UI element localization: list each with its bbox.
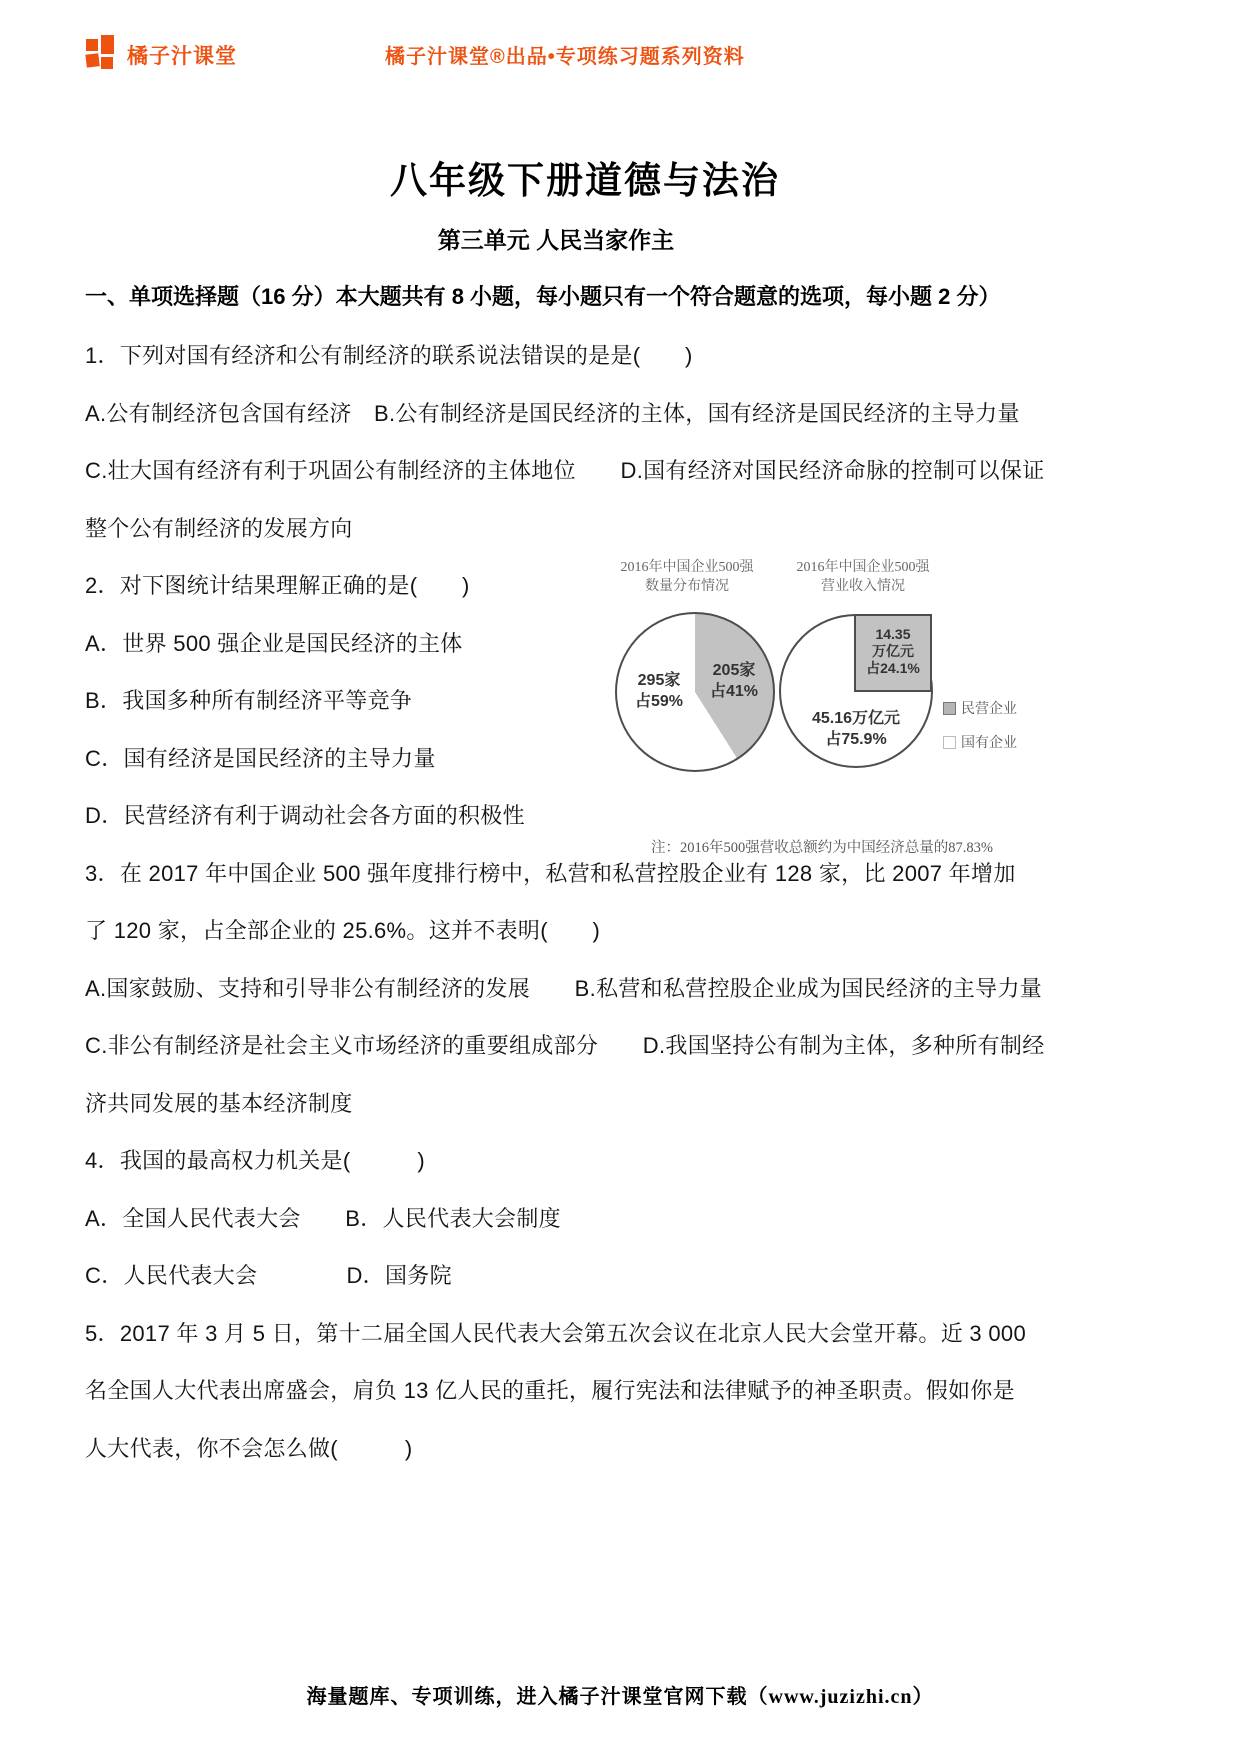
question-1-option-d-cont: 整个公有制经济的发展方向 xyxy=(85,515,353,541)
pie-chart-revenue xyxy=(779,614,933,768)
question-3-stem-line2: 了 120 家，占全部企业的 25.6%。这并不表明( ) xyxy=(85,918,601,943)
question-5-stem-line2: 名全国人大代表出席盛会，肩负 13 亿人民的重托，履行宪法和法律赋予的神圣职责。假如你是 xyxy=(85,1378,1015,1403)
footer-text: 海量题库、专项训练，进入橘子汁课堂官网下载（www.juzizhi.cn） xyxy=(306,1686,934,1708)
question-2-option-c: C．国有经济是国民经济的主导力量 xyxy=(85,745,436,771)
question-3-options-cd: C.非公有制经济是社会主义市场经济的重要组成部分 D.我国坚持公有制为主体，多种所有制经 xyxy=(85,1033,1045,1058)
legend-swatch-gray-icon xyxy=(943,702,956,715)
legend-label-private: 民营企业 xyxy=(961,700,1017,716)
pie-count-label-gray-line1: 205家 xyxy=(712,662,756,679)
brand-logo xyxy=(85,34,237,75)
pie-chart-count xyxy=(615,612,775,772)
question-3-options-ab: A.国家鼓励、支持和引导非公有制经济的发展 B.私营和私营控股企业成为国民经济的主导力量 xyxy=(85,975,1043,1001)
question-2-option-b: B．我国多种所有制经济平等竞争 xyxy=(85,688,413,713)
page-header xyxy=(0,0,1240,90)
pie-revenue-label-gray-line3: 占24.1% xyxy=(866,660,920,676)
doc-subtitle: 第三单元 人民当家作主 xyxy=(437,227,675,253)
figure-note: 注：2016年500强营收总额约为中国经济总量的87.83% xyxy=(651,840,993,856)
pie-count-label-gray xyxy=(699,660,769,702)
pie-count-title-line2: 数量分布情况 xyxy=(645,579,729,594)
pie-revenue-label-gray-line2: 万亿元 xyxy=(872,643,914,659)
doc-title: 八年级下册道德与法治 xyxy=(390,161,780,202)
question-2-option-a: A．世界 500 强企业是国民经济的主体 xyxy=(85,630,463,656)
question-1-options-ab: A.公有制经济包含国有经济 B.公有制经济是国民经济的主体，国有经济是国民经济的主导力量 xyxy=(85,400,1020,426)
pie-revenue-title xyxy=(773,558,953,596)
question-4-stem: 4．我国的最高权力机关是( ) xyxy=(85,1148,425,1173)
pie-revenue-label-gray-line1: 14.35 xyxy=(875,626,911,642)
brand-name: 橘子汁课堂 xyxy=(127,44,237,68)
question-3-option-d-cont: 济共同发展的基本经济制度 xyxy=(85,1090,353,1116)
question-2-stem: 2．对下图统计结果理解正确的是( ) xyxy=(85,573,470,598)
question-3-stem-line1: 3．在 2017 年中国企业 500 强年度排行榜中，私营和私营控股企业有 128 家，比 2007 年增加 xyxy=(85,860,1016,886)
legend-label-state: 国有企业 xyxy=(961,734,1017,750)
question-2-option-d: D．民营经济有利于调动社会各方面的积极性 xyxy=(85,803,525,828)
question-1-options-cd: C.壮大国有经济有利于巩固公有制经济的主体地位 D.国有经济对国民经济命脉的控制可以保证 xyxy=(85,458,1045,483)
pie-revenue-label-white-line2: 占75.9% xyxy=(825,731,887,748)
legend-item-private xyxy=(943,698,1017,718)
question-5-stem-line1: 5．2017 年 3 月 5 日，第十二届全国人民代表大会第五次会议在北京人民大会堂开幕。近 3 000 xyxy=(85,1320,1026,1346)
question-5-stem-line3: 人大代表，你不会怎么做( ) xyxy=(85,1435,413,1461)
orange-grid-logo-icon xyxy=(85,34,119,75)
legend-item-state xyxy=(943,732,1017,752)
question-body xyxy=(85,327,1070,1477)
pie-count-label-gray-line2: 占41% xyxy=(709,683,759,700)
header-tagline: 橘子汁课堂®出品•专项练习题系列资料 xyxy=(385,46,745,68)
pie-revenue-label-white-line1: 45.16万亿元 xyxy=(811,710,901,727)
question-4-options-ab: A．全国人民代表大会 B．人民代表大会制度 xyxy=(85,1205,561,1231)
section-heading: 一、单项选择题（16 分）本大题共有 8 小题，每小题只有一个符合题意的选项，每小题 2 分） xyxy=(85,284,1001,309)
pie-count-label-white-line1: 295家 xyxy=(637,672,681,689)
pie-revenue-gray-quadrant xyxy=(854,614,932,692)
pie-count-label-white-line2: 占59% xyxy=(634,693,684,710)
pie-revenue-title-line1: 2016年中国企业500强 xyxy=(796,560,930,575)
pie-revenue-label-white xyxy=(789,708,923,750)
legend-swatch-white-icon xyxy=(943,736,956,749)
question-4-options-cd: C．人民代表大会 D．国务院 xyxy=(85,1263,452,1288)
pie-count-title-line1: 2016年中国企业500强 xyxy=(620,560,754,575)
pie-legend xyxy=(943,698,1017,766)
figure-top500-pies xyxy=(585,552,1025,874)
pie-revenue-title-line2: 营业收入情况 xyxy=(821,579,905,594)
question-1-stem: 1．下列对国有经济和公有制经济的联系说法错误的是是( ) xyxy=(85,343,693,368)
pie-count-title xyxy=(597,558,777,596)
pie-count-label-white xyxy=(623,670,695,712)
